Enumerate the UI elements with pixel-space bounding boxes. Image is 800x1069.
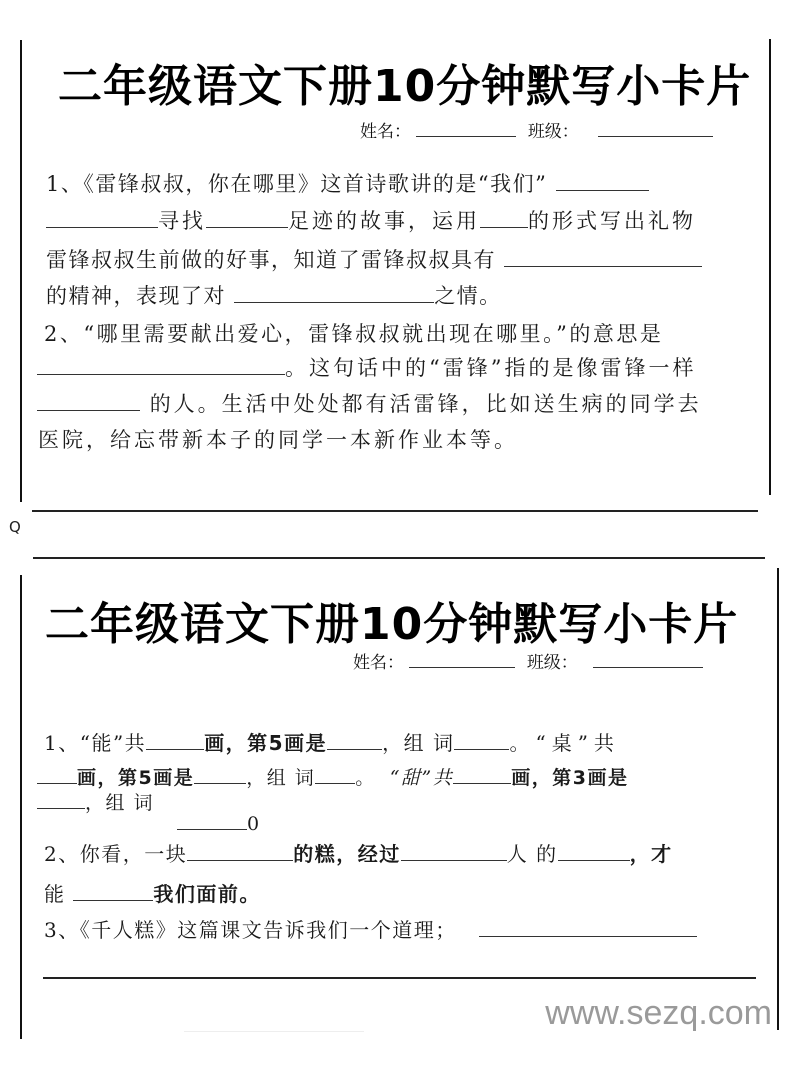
q1-blank-6[interactable] (234, 281, 434, 303)
q2-text: 的糕，经过 (293, 842, 401, 866)
q1-blank-3[interactable] (206, 206, 288, 228)
q1-blank-2[interactable] (46, 206, 158, 228)
q1-text: 足迹的故事，运用 (288, 209, 480, 233)
card-1-title: 二年级语文下册10分钟默写小卡片 (58, 61, 752, 112)
q1-text: 画，第5画是 (77, 767, 195, 789)
q1-blank-1[interactable] (556, 169, 649, 191)
q1-text: ，组 词 (246, 767, 316, 789)
q1-blank-5[interactable] (194, 764, 246, 784)
q3-answer-line[interactable] (43, 977, 756, 979)
q2-text: 能 (44, 882, 66, 906)
card-2-q1-line-3 (37, 788, 154, 815)
q2-blank-2[interactable] (401, 840, 507, 861)
q1-blank-6[interactable] (315, 764, 355, 784)
card-1-q1-line-4 (46, 280, 502, 310)
card-2-name-class-row (353, 648, 703, 673)
q1-blank-7[interactable] (453, 764, 511, 784)
watermark: www.sezq.com (545, 994, 772, 1032)
q1-text: 的形式写出礼物 (528, 209, 696, 233)
q1-blank-9[interactable] (177, 810, 247, 830)
q1-blank-8[interactable] (37, 789, 85, 809)
q2-blank-4[interactable] (73, 880, 153, 901)
card-2-q2-line-2 (44, 878, 261, 907)
q1-blank-2[interactable] (327, 729, 382, 750)
card-1-left-border (20, 40, 22, 502)
q1-blank-3[interactable] (454, 729, 509, 750)
q2-text: 。这句话中的“雷锋”指的是像雷锋一样 (285, 356, 697, 380)
name-label: 姓名： (360, 122, 411, 142)
card-2-right-border (777, 568, 779, 1030)
card-2-q1-line-2 (37, 763, 628, 790)
q1-text: 之情。 (434, 284, 502, 308)
separator-marker: Q (9, 518, 21, 536)
q2-blank-1[interactable] (187, 840, 293, 861)
faint-line (184, 1031, 364, 1032)
q2-blank-1[interactable] (37, 353, 285, 375)
q1-text: “甜”共 (389, 767, 454, 789)
q1-text: 0 (247, 813, 261, 835)
class-blank[interactable] (598, 119, 713, 137)
q2-blank-3[interactable] (558, 840, 630, 861)
q1-text: 1、《雷锋叔叔，你在哪里》这首诗歌讲的是“我们” (46, 172, 548, 196)
card-2-q3-line-1 (44, 914, 697, 943)
q1-text: 的精神，表现了对 (46, 284, 226, 308)
q1-text: 画，第3画是 (511, 767, 629, 789)
card-2-title: 二年级语文下册10分钟默写小卡片 (45, 599, 739, 650)
separator-line-bottom (33, 557, 765, 559)
q2-text: 我们面前。 (153, 882, 261, 906)
card-1-q2-line-4 (38, 424, 518, 454)
card-1-name-class-row (360, 117, 713, 142)
q2-text: 2、“哪里需要献出爱心，雷锋叔叔就出现在哪里。”的意思是 (44, 322, 664, 346)
class-label: 班级： (526, 653, 578, 673)
q1-text: ，组 词 (382, 731, 455, 755)
q3-blank-1[interactable] (479, 916, 697, 937)
card-1-q2-line-3 (37, 388, 702, 418)
q2-text: 的人。生活中处处都有活雷锋，比如送生病的同学去 (149, 392, 702, 416)
card-2-left-border (20, 575, 22, 1039)
q1-text: 1、“能”共 (44, 731, 147, 755)
card-1-q2-line-2 (37, 352, 696, 382)
card-2-q1-line-4 (177, 810, 261, 835)
card-1-q2-line-1 (44, 318, 663, 348)
q2-blank-2[interactable] (37, 389, 140, 411)
q1-text: 。“桌”共 (509, 731, 620, 755)
card-2-q1-line-1 (44, 727, 620, 756)
q1-blank-4[interactable] (37, 764, 77, 784)
q1-text: ，组 词 (85, 792, 155, 814)
card-2-q2-line-1 (44, 838, 673, 867)
q2-text: 2、你看，一块 (44, 842, 188, 866)
separator-line-top (32, 510, 758, 512)
class-label: 班级： (527, 122, 579, 142)
q1-blank-5[interactable] (504, 245, 702, 267)
q2-text: 人 的 (506, 842, 558, 866)
card-1-q1-line-2 (46, 205, 696, 235)
card-1-q1-line-1 (46, 168, 649, 198)
q1-text: 画，第5画是 (204, 731, 328, 755)
q2-text: 医院，给忘带新本子的同学一本新作业本等。 (38, 428, 518, 452)
name-blank[interactable] (416, 119, 516, 137)
name-blank[interactable] (409, 650, 515, 668)
q1-blank-4[interactable] (480, 206, 528, 228)
name-label: 姓名： (353, 653, 404, 673)
q2-text: ，才 (629, 842, 673, 866)
q1-text: 。 (355, 767, 376, 789)
q3-text: 3、《千人糕》这篇课文告诉我们一个道理； (44, 918, 457, 942)
class-blank[interactable] (593, 650, 703, 668)
q1-text: 寻找 (158, 209, 206, 233)
card-1-right-border (769, 39, 771, 495)
q1-blank-1[interactable] (146, 729, 204, 750)
card-1-q1-line-3 (46, 244, 702, 274)
q1-text: 雷锋叔叔生前做的好事，知道了雷锋叔叔具有 (46, 248, 496, 272)
